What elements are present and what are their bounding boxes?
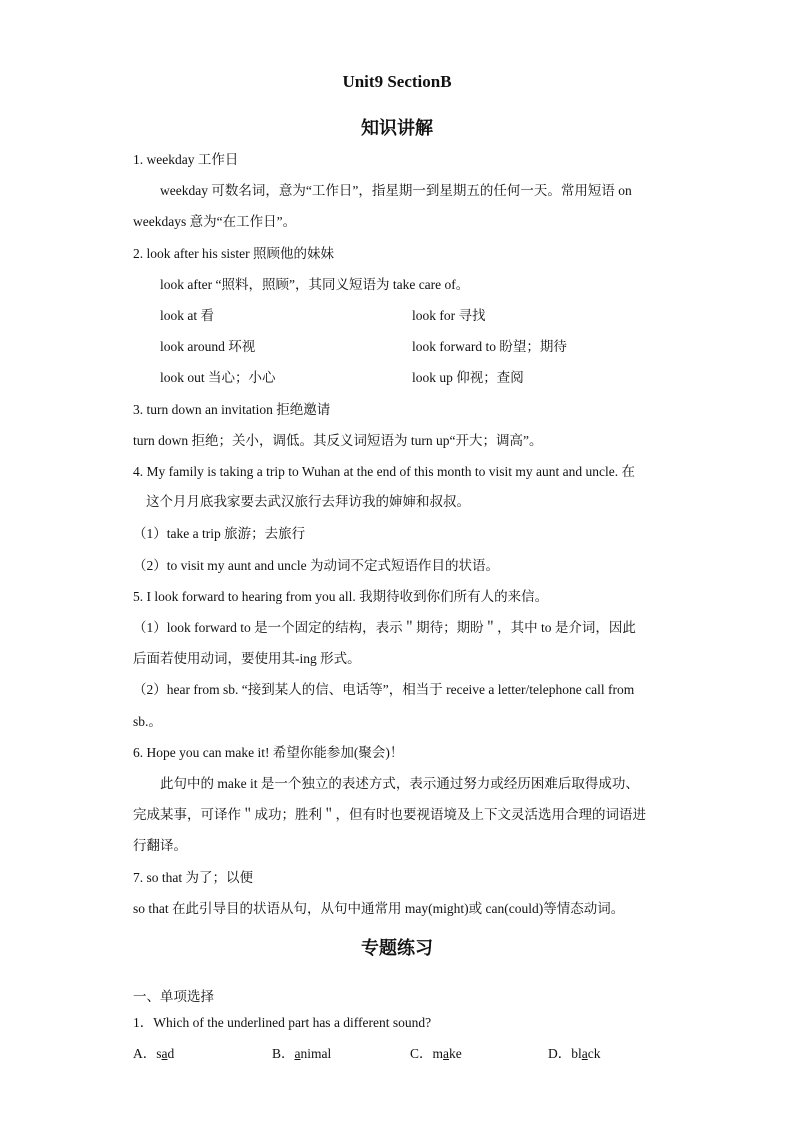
part-label: 一、单项选择 — [133, 989, 214, 1004]
item1-text-line2: weekdays 意为“在工作日”。 — [133, 214, 297, 229]
item5-sub2-line1: （2）hear from sb. “接到某人的信、电话等”，相当于 receive a letter/telephone call from — [133, 682, 635, 697]
underlined-letter: a — [443, 1046, 450, 1061]
item1-text-line1: weekday 可数名词，意为“工作日”，指星期一到星期五的任何一天。常用短语 on — [160, 183, 632, 198]
item5-heading: 5. I look forward to hearing from you all. 我期待收到你们所有人的来信。 — [133, 589, 549, 604]
underlined-letter: a — [161, 1046, 168, 1061]
item6-text-line2: 完成某事，可译作＂成功；胜利＂，但有时也要视语境及上下文灵活选用合理的词语进 — [133, 807, 646, 822]
item4-text-line2: 这个月月底我家要去武汉旅行去拜访我的婶婶和叔叔。 — [146, 494, 470, 509]
option-letter: C． — [410, 1046, 433, 1061]
item5-sub1-line1: （1）look forward to 是一个固定的结构，表示＂期待；期盼＂，其中 to 是介词，因此 — [133, 620, 636, 635]
section-title: 知识讲解 — [361, 118, 433, 139]
item4-sub2: （2）to visit my aunt and uncle 为动词不定式短语作目的状语。 — [133, 558, 499, 573]
phrase-left: look out 当心；小心 — [160, 370, 276, 385]
option-c[interactable]: C．make — [410, 1046, 462, 1061]
option-b[interactable]: B．animal — [272, 1046, 332, 1061]
item6-text-line3: 行翻译。 — [133, 838, 187, 853]
item1-heading: 1. weekday 工作日 — [133, 152, 239, 167]
item2-heading: 2. look after his sister 照顾他的妹妹 — [133, 246, 334, 261]
item4-heading: 4. My family is taking a trip to Wuhan at the end of this month to visit my aunt and uncle. 在 — [133, 464, 636, 479]
question-1-stem: 1．Which of the underlined part has a different sound? — [133, 1015, 432, 1030]
item5-sub1-line2: 后面若使用动词，要使用其-ing 形式。 — [133, 651, 361, 666]
item3-text-line1: turn down 拒绝；关小，调低。其反义词短语为 turn up“开大；调高”。 — [133, 433, 543, 448]
underlined-letter: a — [581, 1046, 588, 1061]
item2-text-line1: look after “照料，照顾”，其同义短语为 take care of。 — [160, 277, 470, 292]
option-letter: B． — [272, 1046, 295, 1061]
unit-title: Unit9 SectionB — [342, 72, 452, 91]
practice-title: 专题练习 — [361, 938, 433, 959]
item7-text-line1: so that 在此引导目的状语从句，从句中通常用 may(might)或 can(could)等情态动词。 — [133, 901, 625, 916]
item4-sub1: （1）take a trip 旅游；去旅行 — [133, 526, 306, 541]
option-a[interactable]: A．sad — [133, 1046, 175, 1061]
item7-heading: 7. so that 为了；以便 — [133, 870, 253, 885]
item6-text-line1: 此句中的 make it 是一个独立的表述方式，表示通过努力或经历困难后取得成功、 — [160, 776, 639, 791]
underlined-letter: a — [294, 1046, 301, 1061]
option-d[interactable]: D．black — [548, 1046, 601, 1061]
item3-heading: 3. turn down an invitation 拒绝邀请 — [133, 402, 331, 417]
option-letter: D． — [548, 1046, 572, 1061]
phrase-left: look at 看 — [160, 308, 214, 323]
phrase-right: look forward to 盼望；期待 — [412, 339, 567, 354]
phrase-right: look for 寻找 — [412, 308, 486, 323]
item6-heading: 6. Hope you can make it! 希望你能参加(聚会)！ — [133, 745, 404, 760]
phrase-right: look up 仰视；查阅 — [412, 370, 524, 385]
phrase-left: look around 环视 — [160, 339, 256, 354]
item5-sub2-line2: sb.。 — [133, 714, 162, 729]
option-letter: A． — [133, 1046, 157, 1061]
